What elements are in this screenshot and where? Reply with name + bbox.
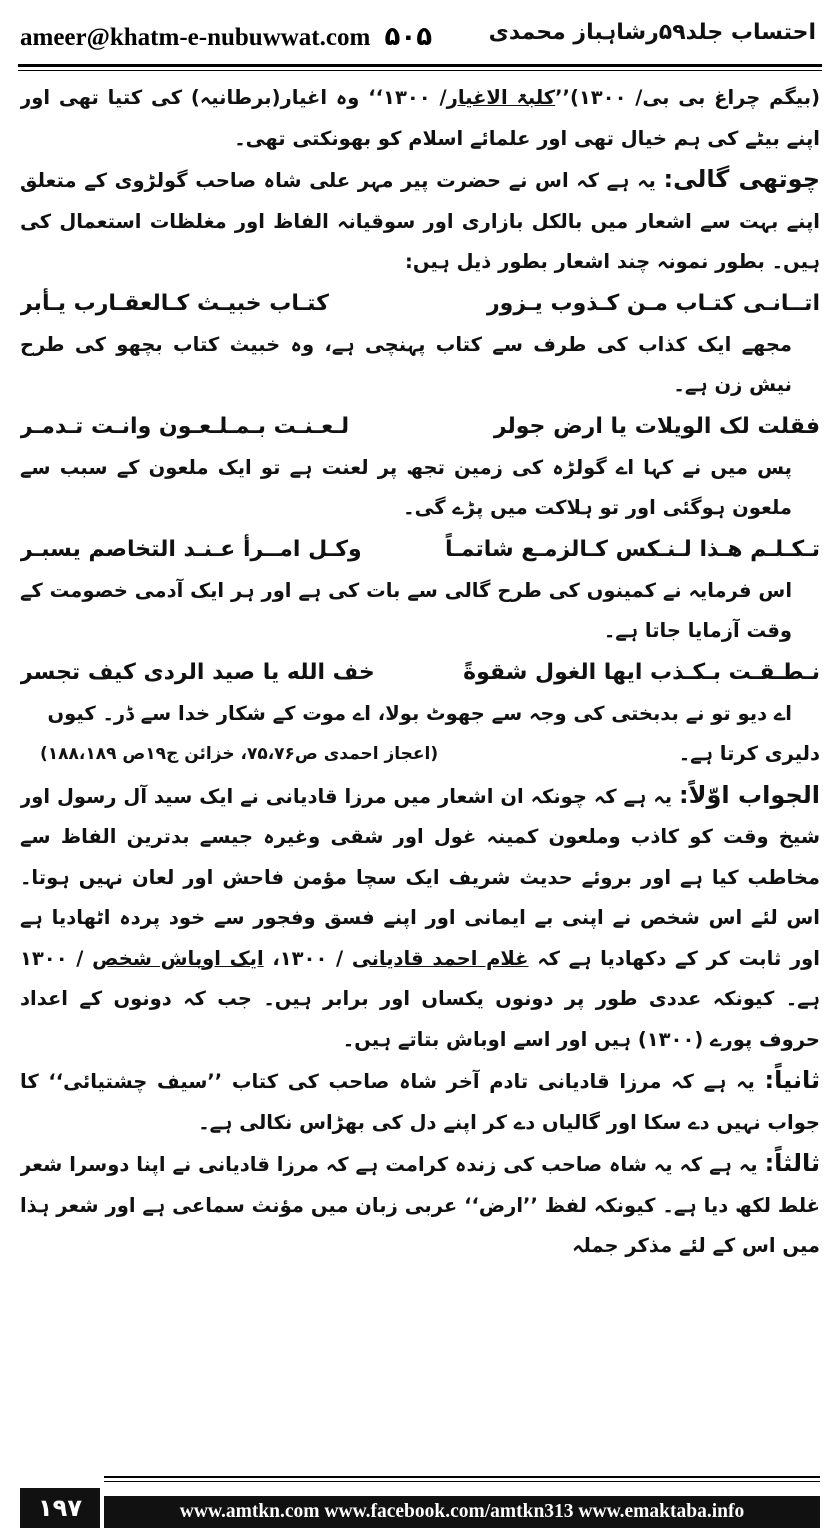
header-rule: [18, 64, 822, 67]
p1-end: / ۱۳۰۰‘‘ وہ اغیار(برطانیہ) کی کتیا تھی اور اپنے بیٹے کی ہم خیال تھی اور علمائے اسلام کو بھونکتی تھی۔: [20, 86, 820, 150]
verse-4-second-half: خف الله یا صید الردی کیف تجسر: [20, 659, 375, 685]
answer-3-text: یہ ہے کہ یہ شاہ صاحب کی زندہ کرامت ہے کہ مرزا قادیانی نے اپنا دوسرا شعر غلط لکھ دیا ہے۔ کیونکہ لفظ ’’ارض‘‘ عربی زبان میں مؤنث سماعی ہے اور شعر ہذا میں اس کے لئے مذکر جملہ: [20, 1153, 820, 1257]
translation-4: اے دیو تو نے بدبختی کی وجہ سے جھوٹ بولا، اے موت کے شکار خدا سے ڈر۔ کیوں: [47, 701, 792, 725]
verse-2-first-half: فقلت لک الویلات یا ارض جولر: [493, 413, 820, 439]
page-header: [0, 0, 840, 80]
translation-4-end: دلیری کرتا ہے۔: [678, 742, 820, 765]
fourth-abuse-label: چوتھی گالی:: [663, 165, 820, 193]
header-volume-title: احتساب جلد۵۹رشاہباز محمدی: [488, 20, 816, 45]
answer-2-text: یہ ہے کہ مرزا قادیانی تادم آخر شاہ صاحب کی کتاب ’’سیف چشتیائی‘‘ کا جواب نہیں دے سکا اور گالیاں دے کر اپنے دل کی بھڑاس نکالی ہے۔: [20, 1070, 820, 1134]
footer-rule-thin: [104, 1481, 820, 1482]
answer-1-text: یہ ہے کہ چونکہ ان اشعار میں مرزا قادیانی نے ایک سید آل رسول اور شیخ وقت کو کاذب وملعون کمینہ غول اور شقی وغیرہ جیسے بدترین الفاظ سے مخاطب کیا ہے اور بروئے حدیث شریف ایک سچا مؤمن فاحش اور لعان نہیں ہوتا۔ اس لئے اس شخص نے اپنی بے ایمانی اور اپنے فسق وفجور سے خود پردہ اٹھادیا ہے اور ثابت کر کے دکھادیا ہے کہ: [20, 784, 820, 970]
p1-start: (بیگم چراغ بی بی/ ۱۳۰۰)’’: [555, 86, 820, 109]
verse-2-second-half: لـعـنـت بـمـلـعـون وانـت تـدمـر: [20, 413, 350, 439]
translation-1: مجھے ایک کذاب کی طرف سے کتاب پہنچی ہے، وہ خبیث کتاب بچھو کی طرح نیش زن ہے۔: [20, 332, 792, 396]
answer-second-label: ثانیاً:: [764, 1066, 820, 1094]
answer-3: [20, 1143, 820, 1267]
paragraph-1: [20, 78, 820, 159]
aubash-shakhs: ایک اوباش شخص: [92, 946, 264, 970]
answer-2: [20, 1060, 820, 1143]
header-left: [20, 22, 432, 52]
verse-4-first-half: نـطـقـت بـکـذب ایها الغول شقوةً: [463, 659, 820, 685]
p2-text: یہ ہے کہ اس نے حضرت پیر مہر علی شاہ صاحب گولڑوی کے متعلق اپنے بہت سے اشعار میں بالکل بازاری اور سوقیانہ الفاظ اور مغلظات استعمال کی ہیں۔ بطور نمونہ چند اشعار بطور ذیل ہیں:: [20, 169, 820, 273]
answer-1: [20, 775, 820, 1061]
header-rule-thin: [18, 70, 822, 71]
page-body: [20, 78, 820, 1462]
verse-3-second-half: وکـل امــرأ عـنـد التخاصم یسبـر: [20, 536, 362, 562]
footer-links: www.amtkn.com www.facebook.com/amtkn313 www.emaktaba.info: [104, 1496, 820, 1528]
paragraph-2: [20, 159, 820, 283]
answer-third-label: ثالثاً:: [764, 1149, 820, 1177]
verse-1-second-half: کتـاب خبیـث کـالعقـارب یـأبر: [20, 290, 329, 316]
answer-first-label: الجواب اوّلاً:: [678, 780, 820, 809]
translation-4-end-line: [20, 734, 820, 775]
footer-rule: [104, 1476, 820, 1478]
kalbat-al-aghyar: کلبۃ الاغیار: [446, 86, 556, 109]
ghulam-ahmad-qadiani: غلام احمد قادیانی: [351, 946, 529, 970]
answer-1-end: / ۱۳۰۰ ہے۔ کیونکہ عددی طور پر دونوں یکساں اور برابر ہیں۔ جب کہ دونوں کے اعداد حروف پورے (۱۳۰۰) ہیں اور اسے اوباش بتاتے ہیں۔: [20, 946, 820, 1051]
translation-2: پس میں نے کہا اے گولڑہ کی زمین تجھ پر لعنت ہے تو ایک ملعون کے سبب سے ملعون ہوگئی اور تو ہلاکت میں پڑے گی۔: [20, 455, 792, 519]
footer-page-number: ۱۹۷: [20, 1488, 100, 1528]
verse-4: [20, 652, 820, 694]
source-reference: (اعجاز احمدی ص۷۵،۷۶، خزائن ج۱۹ص ۱۸۸،۱۸۹): [40, 744, 439, 764]
page-footer: [0, 1472, 840, 1540]
header-page-number: ۵۰۵: [384, 22, 433, 52]
verse-1-first-half: اتــانـی کتـاب مـن کـذوب یـزور: [487, 290, 820, 316]
verse-3: [20, 529, 820, 571]
header-email: ameer@khatm-e-nubuwwat.com: [20, 24, 371, 51]
verse-2: [20, 406, 820, 448]
verse-3-first-half: تـکـلـم هـذا لـنـکس کـالزمـع شاتمـاً: [444, 536, 820, 562]
verse-1: [20, 283, 820, 325]
translation-3: اس فرمایہ نے کمینوں کی طرح گالی سے بات کی ہے اور ہر ایک آدمی خصومت کے وقت آزمایا جاتا ہے۔: [20, 578, 792, 642]
answer-1-number: / ۱۳۰۰،: [272, 946, 344, 970]
